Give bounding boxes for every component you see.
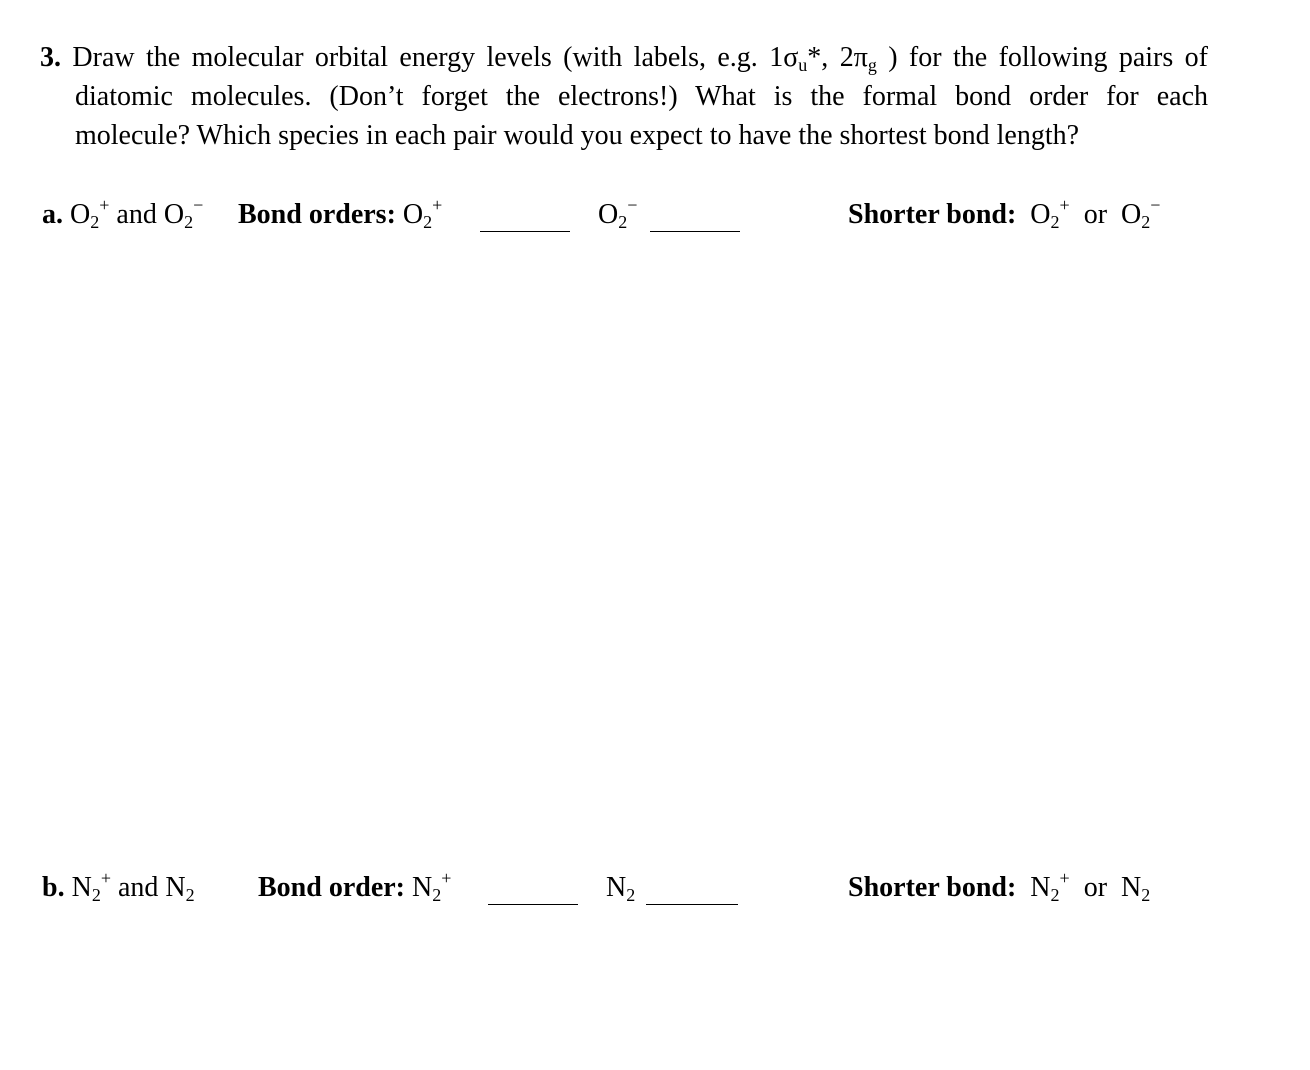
bond-order-blank-n2-plus[interactable] (488, 904, 578, 905)
question-line-3: molecule? Which species in each pair would you expect to have the shortest bond length? (75, 120, 1080, 151)
bond-orders-label: Bond orders: (238, 199, 396, 230)
species-o2-plus: $O_2^+$ (70, 195, 110, 232)
part-a-label: a. (42, 199, 63, 230)
bond-order-label: Bond order: (258, 872, 405, 903)
question-line-2: diatomic molecules. (Don’t forget the electrons!) What is the formal bond order for each (75, 81, 1208, 112)
shorter-bond-label-a: Shorter bond: (848, 199, 1017, 230)
choice-o2-minus[interactable]: $O_2^-$ (1121, 195, 1161, 232)
part-b-bond-order (258, 868, 452, 905)
bond-order-species-n2: $N_2$ (606, 872, 636, 905)
species-n2-plus: $N_2^+$ (71, 868, 111, 905)
question-number: 3. (40, 42, 61, 73)
bond-order-species-n2-plus: $N_2^+$ (412, 868, 452, 905)
shorter-bond-label-b: Shorter bond: (848, 872, 1017, 903)
choice-o2-plus[interactable]: $O_2^+$ (1030, 195, 1070, 232)
choice-n2[interactable]: $N_2$ (1121, 872, 1151, 905)
question-line-1: 3. Draw the molecular orbital energy levels (with labels, e.g. $1\sigma_u*$, $2\pi_g$ ) for the following pairs of (40, 42, 1208, 75)
choice-n2-plus[interactable]: $N_2^+$ (1030, 868, 1070, 905)
part-a-shorter-bond: Shorter bond: $O_2^+$ or $O_2^-$ (848, 195, 1161, 232)
part-a-bond-orders (238, 195, 443, 232)
bond-order-species-o2-plus: $O_2^+$ (402, 195, 443, 232)
bond-order-blank-o2-minus[interactable] (650, 231, 740, 232)
part-a-pair: a. $O_2^+$ and $O_2^-$ (42, 195, 204, 232)
part-b-label: b. (42, 872, 65, 903)
bond-order-blank-o2-plus[interactable] (480, 231, 570, 232)
bond-order-blank-n2[interactable] (646, 904, 738, 905)
species-n2: $N_2$ (165, 872, 195, 905)
question-text (40, 38, 1208, 155)
bond-order-species-o2-minus: $O_2^-$ (598, 195, 638, 232)
part-b-pair: b. $N_2^+$ and $N_2$ (42, 868, 195, 905)
part-b-shorter-bond: Shorter bond: $N_2^+$ or $N_2$ (848, 868, 1151, 905)
species-o2-minus: $O_2^-$ (163, 195, 204, 232)
